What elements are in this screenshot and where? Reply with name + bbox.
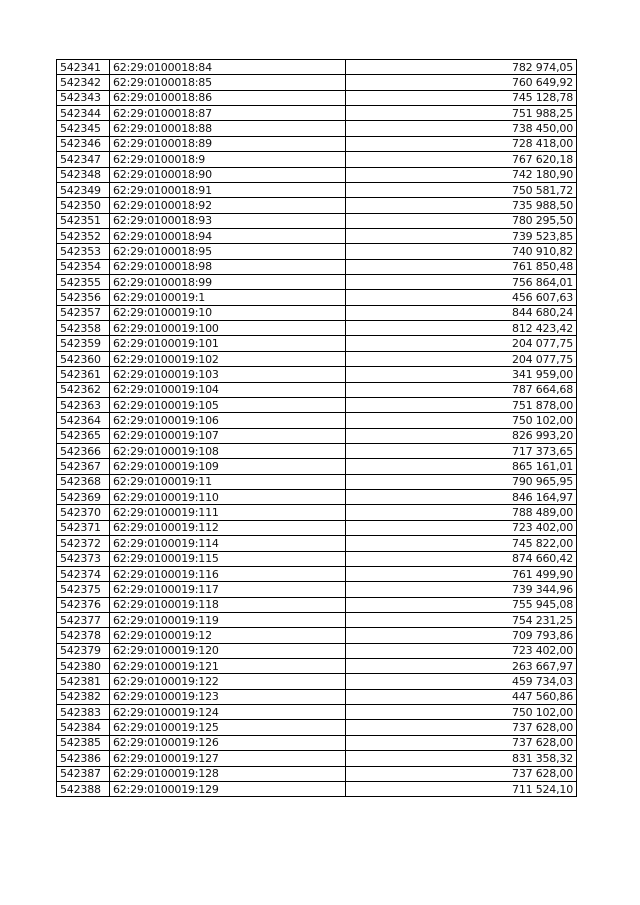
row-id-cell: 542384 (57, 720, 110, 735)
table-row (57, 90, 577, 105)
row-id-cell: 542368 (57, 474, 110, 489)
cadastral-value-cell: 739 523,85 (346, 228, 577, 243)
cadastral-number-cell: 62:29:0100019:10 (110, 305, 346, 320)
cadastral-value-cell: 865 161,01 (346, 459, 577, 474)
table-row (57, 551, 577, 566)
table-row (57, 106, 577, 121)
cadastral-value-cell: 737 628,00 (346, 735, 577, 750)
cadastral-number-cell: 62:29:0100018:95 (110, 244, 346, 259)
cadastral-number-cell: 62:29:0100019:121 (110, 659, 346, 674)
cadastral-value-cell: 780 295,50 (346, 213, 577, 228)
cadastral-number-cell: 62:29:0100019:119 (110, 612, 346, 627)
table-row (57, 582, 577, 597)
table-row (57, 689, 577, 704)
cadastral-value-cell: 760 649,92 (346, 75, 577, 90)
table-row (57, 167, 577, 182)
cadastral-number-cell: 62:29:0100018:88 (110, 121, 346, 136)
cadastral-value-cell: 751 988,25 (346, 106, 577, 121)
cadastral-number-cell: 62:29:0100019:125 (110, 720, 346, 735)
cadastral-value-cell: 831 358,32 (346, 751, 577, 766)
cadastral-value-cell: 754 231,25 (346, 612, 577, 627)
cadastral-value-cell: 767 620,18 (346, 152, 577, 167)
row-id-cell: 542352 (57, 228, 110, 243)
table-row (57, 490, 577, 505)
table-row (57, 720, 577, 735)
cadastral-number-cell: 62:29:0100019:122 (110, 674, 346, 689)
cadastral-number-cell: 62:29:0100019:116 (110, 566, 346, 581)
row-id-cell: 542355 (57, 275, 110, 290)
table-row (57, 367, 577, 382)
cadastral-value-cell: 844 680,24 (346, 305, 577, 320)
table-row (57, 136, 577, 151)
cadastral-number-cell: 62:29:0100018:92 (110, 198, 346, 213)
table-row (57, 751, 577, 766)
cadastral-number-cell: 62:29:0100018:94 (110, 228, 346, 243)
row-id-cell: 542370 (57, 505, 110, 520)
cadastral-number-cell: 62:29:0100019:1 (110, 290, 346, 305)
cadastral-number-cell: 62:29:0100019:115 (110, 551, 346, 566)
row-id-cell: 542344 (57, 106, 110, 121)
cadastral-value-cell: 788 489,00 (346, 505, 577, 520)
table-row (57, 735, 577, 750)
table-row (57, 321, 577, 336)
cadastral-value-cell: 790 965,95 (346, 474, 577, 489)
cadastral-number-cell: 62:29:0100019:12 (110, 628, 346, 643)
row-id-cell: 542374 (57, 566, 110, 581)
cadastral-number-cell: 62:29:0100019:110 (110, 490, 346, 505)
cadastral-number-cell: 62:29:0100019:112 (110, 520, 346, 535)
table-row (57, 121, 577, 136)
cadastral-value-cell: 761 850,48 (346, 259, 577, 274)
table-row (57, 259, 577, 274)
table-row (57, 290, 577, 305)
cadastral-value-cell: 787 664,68 (346, 382, 577, 397)
row-id-cell: 542350 (57, 198, 110, 213)
table-row (57, 443, 577, 458)
cadastral-value-cell: 709 793,86 (346, 628, 577, 643)
cadastral-value-cell: 737 628,00 (346, 766, 577, 781)
row-id-cell: 542343 (57, 90, 110, 105)
cadastral-value-cell: 761 499,90 (346, 566, 577, 581)
row-id-cell: 542379 (57, 643, 110, 658)
row-id-cell: 542360 (57, 351, 110, 366)
cadastral-value-table (56, 59, 577, 797)
row-id-cell: 542377 (57, 612, 110, 627)
cadastral-value-cell: 846 164,97 (346, 490, 577, 505)
table-row (57, 674, 577, 689)
cadastral-number-cell: 62:29:0100019:128 (110, 766, 346, 781)
cadastral-number-cell: 62:29:0100019:114 (110, 536, 346, 551)
row-id-cell: 542383 (57, 705, 110, 720)
cadastral-value-cell: 874 660,42 (346, 551, 577, 566)
cadastral-number-cell: 62:29:0100018:87 (110, 106, 346, 121)
cadastral-value-cell: 456 607,63 (346, 290, 577, 305)
cadastral-value-cell: 740 910,82 (346, 244, 577, 259)
cadastral-number-cell: 62:29:0100019:106 (110, 413, 346, 428)
cadastral-value-cell: 204 077,75 (346, 351, 577, 366)
cadastral-number-cell: 62:29:0100019:126 (110, 735, 346, 750)
cadastral-number-cell: 62:29:0100019:117 (110, 582, 346, 597)
row-id-cell: 542375 (57, 582, 110, 597)
cadastral-value-cell: 723 402,00 (346, 520, 577, 535)
row-id-cell: 542378 (57, 628, 110, 643)
cadastral-value-cell: 745 822,00 (346, 536, 577, 551)
cadastral-value-cell: 717 373,65 (346, 443, 577, 458)
row-id-cell: 542347 (57, 152, 110, 167)
table-row (57, 397, 577, 412)
cadastral-number-cell: 62:29:0100019:11 (110, 474, 346, 489)
table-row (57, 705, 577, 720)
table-row (57, 198, 577, 213)
table-row (57, 275, 577, 290)
row-id-cell: 542376 (57, 597, 110, 612)
cadastral-value-cell: 751 878,00 (346, 397, 577, 412)
row-id-cell: 542385 (57, 735, 110, 750)
table-row (57, 413, 577, 428)
table-row (57, 659, 577, 674)
row-id-cell: 542357 (57, 305, 110, 320)
row-id-cell: 542365 (57, 428, 110, 443)
row-id-cell: 542358 (57, 321, 110, 336)
cadastral-value-cell: 739 344,96 (346, 582, 577, 597)
cadastral-value-cell: 756 864,01 (346, 275, 577, 290)
cadastral-number-cell: 62:29:0100019:101 (110, 336, 346, 351)
cadastral-value-cell: 755 945,08 (346, 597, 577, 612)
cadastral-number-cell: 62:29:0100018:89 (110, 136, 346, 151)
cadastral-number-cell: 62:29:0100018:9 (110, 152, 346, 167)
table-row (57, 182, 577, 197)
cadastral-value-cell: 812 423,42 (346, 321, 577, 336)
cadastral-value-cell: 782 974,05 (346, 60, 577, 75)
cadastral-number-cell: 62:29:0100019:104 (110, 382, 346, 397)
cadastral-number-cell: 62:29:0100018:91 (110, 182, 346, 197)
cadastral-number-cell: 62:29:0100019:118 (110, 597, 346, 612)
row-id-cell: 542387 (57, 766, 110, 781)
row-id-cell: 542367 (57, 459, 110, 474)
table-row (57, 244, 577, 259)
row-id-cell: 542386 (57, 751, 110, 766)
cadastral-number-cell: 62:29:0100019:111 (110, 505, 346, 520)
cadastral-value-cell: 750 102,00 (346, 413, 577, 428)
table-row (57, 520, 577, 535)
row-id-cell: 542353 (57, 244, 110, 259)
row-id-cell: 542371 (57, 520, 110, 535)
cadastral-value-cell: 745 128,78 (346, 90, 577, 105)
table-row (57, 336, 577, 351)
cadastral-number-cell: 62:29:0100018:99 (110, 275, 346, 290)
row-id-cell: 542346 (57, 136, 110, 151)
row-id-cell: 542359 (57, 336, 110, 351)
cadastral-number-cell: 62:29:0100019:127 (110, 751, 346, 766)
cadastral-number-cell: 62:29:0100019:109 (110, 459, 346, 474)
cadastral-value-cell: 341 959,00 (346, 367, 577, 382)
table-row (57, 152, 577, 167)
table-row (57, 643, 577, 658)
row-id-cell: 542348 (57, 167, 110, 182)
cadastral-value-cell: 204 077,75 (346, 336, 577, 351)
table-row (57, 505, 577, 520)
cadastral-value-cell: 750 581,72 (346, 182, 577, 197)
table-row (57, 428, 577, 443)
cadastral-number-cell: 62:29:0100018:86 (110, 90, 346, 105)
table-row (57, 382, 577, 397)
table-row (57, 628, 577, 643)
table-row (57, 213, 577, 228)
cadastral-value-cell: 737 628,00 (346, 720, 577, 735)
row-id-cell: 542342 (57, 75, 110, 90)
cadastral-number-cell: 62:29:0100019:124 (110, 705, 346, 720)
row-id-cell: 542388 (57, 781, 110, 796)
table-row (57, 612, 577, 627)
cadastral-number-cell: 62:29:0100019:105 (110, 397, 346, 412)
cadastral-number-cell: 62:29:0100019:107 (110, 428, 346, 443)
cadastral-number-cell: 62:29:0100019:108 (110, 443, 346, 458)
cadastral-number-cell: 62:29:0100018:85 (110, 75, 346, 90)
table-row (57, 75, 577, 90)
row-id-cell: 542351 (57, 213, 110, 228)
row-id-cell: 542369 (57, 490, 110, 505)
row-id-cell: 542366 (57, 443, 110, 458)
row-id-cell: 542356 (57, 290, 110, 305)
row-id-cell: 542373 (57, 551, 110, 566)
cadastral-value-cell: 826 993,20 (346, 428, 577, 443)
cadastral-number-cell: 62:29:0100019:123 (110, 689, 346, 704)
row-id-cell: 542364 (57, 413, 110, 428)
table-row (57, 566, 577, 581)
row-id-cell: 542381 (57, 674, 110, 689)
row-id-cell: 542362 (57, 382, 110, 397)
cadastral-number-cell: 62:29:0100019:102 (110, 351, 346, 366)
row-id-cell: 542349 (57, 182, 110, 197)
cadastral-value-cell: 447 560,86 (346, 689, 577, 704)
row-id-cell: 542354 (57, 259, 110, 274)
row-id-cell: 542341 (57, 60, 110, 75)
cadastral-value-cell: 742 180,90 (346, 167, 577, 182)
table-row (57, 474, 577, 489)
row-id-cell: 542361 (57, 367, 110, 382)
cadastral-value-cell: 711 524,10 (346, 781, 577, 796)
table-row (57, 305, 577, 320)
table-row (57, 351, 577, 366)
cadastral-value-cell: 728 418,00 (346, 136, 577, 151)
table-row (57, 459, 577, 474)
table-row (57, 60, 577, 75)
cadastral-number-cell: 62:29:0100019:103 (110, 367, 346, 382)
cadastral-number-cell: 62:29:0100019:120 (110, 643, 346, 658)
row-id-cell: 542380 (57, 659, 110, 674)
row-id-cell: 542345 (57, 121, 110, 136)
row-id-cell: 542363 (57, 397, 110, 412)
cadastral-number-cell: 62:29:0100019:100 (110, 321, 346, 336)
cadastral-value-cell: 738 450,00 (346, 121, 577, 136)
cadastral-number-cell: 62:29:0100018:98 (110, 259, 346, 274)
row-id-cell: 542372 (57, 536, 110, 551)
cadastral-value-cell: 750 102,00 (346, 705, 577, 720)
cadastral-number-cell: 62:29:0100019:129 (110, 781, 346, 796)
cadastral-value-cell: 263 667,97 (346, 659, 577, 674)
cadastral-number-cell: 62:29:0100018:93 (110, 213, 346, 228)
table-row (57, 597, 577, 612)
table-row (57, 536, 577, 551)
table-body (57, 60, 577, 797)
cadastral-number-cell: 62:29:0100018:84 (110, 60, 346, 75)
table-row (57, 766, 577, 781)
row-id-cell: 542382 (57, 689, 110, 704)
cadastral-number-cell: 62:29:0100018:90 (110, 167, 346, 182)
cadastral-value-cell: 723 402,00 (346, 643, 577, 658)
cadastral-value-cell: 459 734,03 (346, 674, 577, 689)
table-row (57, 228, 577, 243)
cadastral-value-cell: 735 988,50 (346, 198, 577, 213)
table-row (57, 781, 577, 796)
